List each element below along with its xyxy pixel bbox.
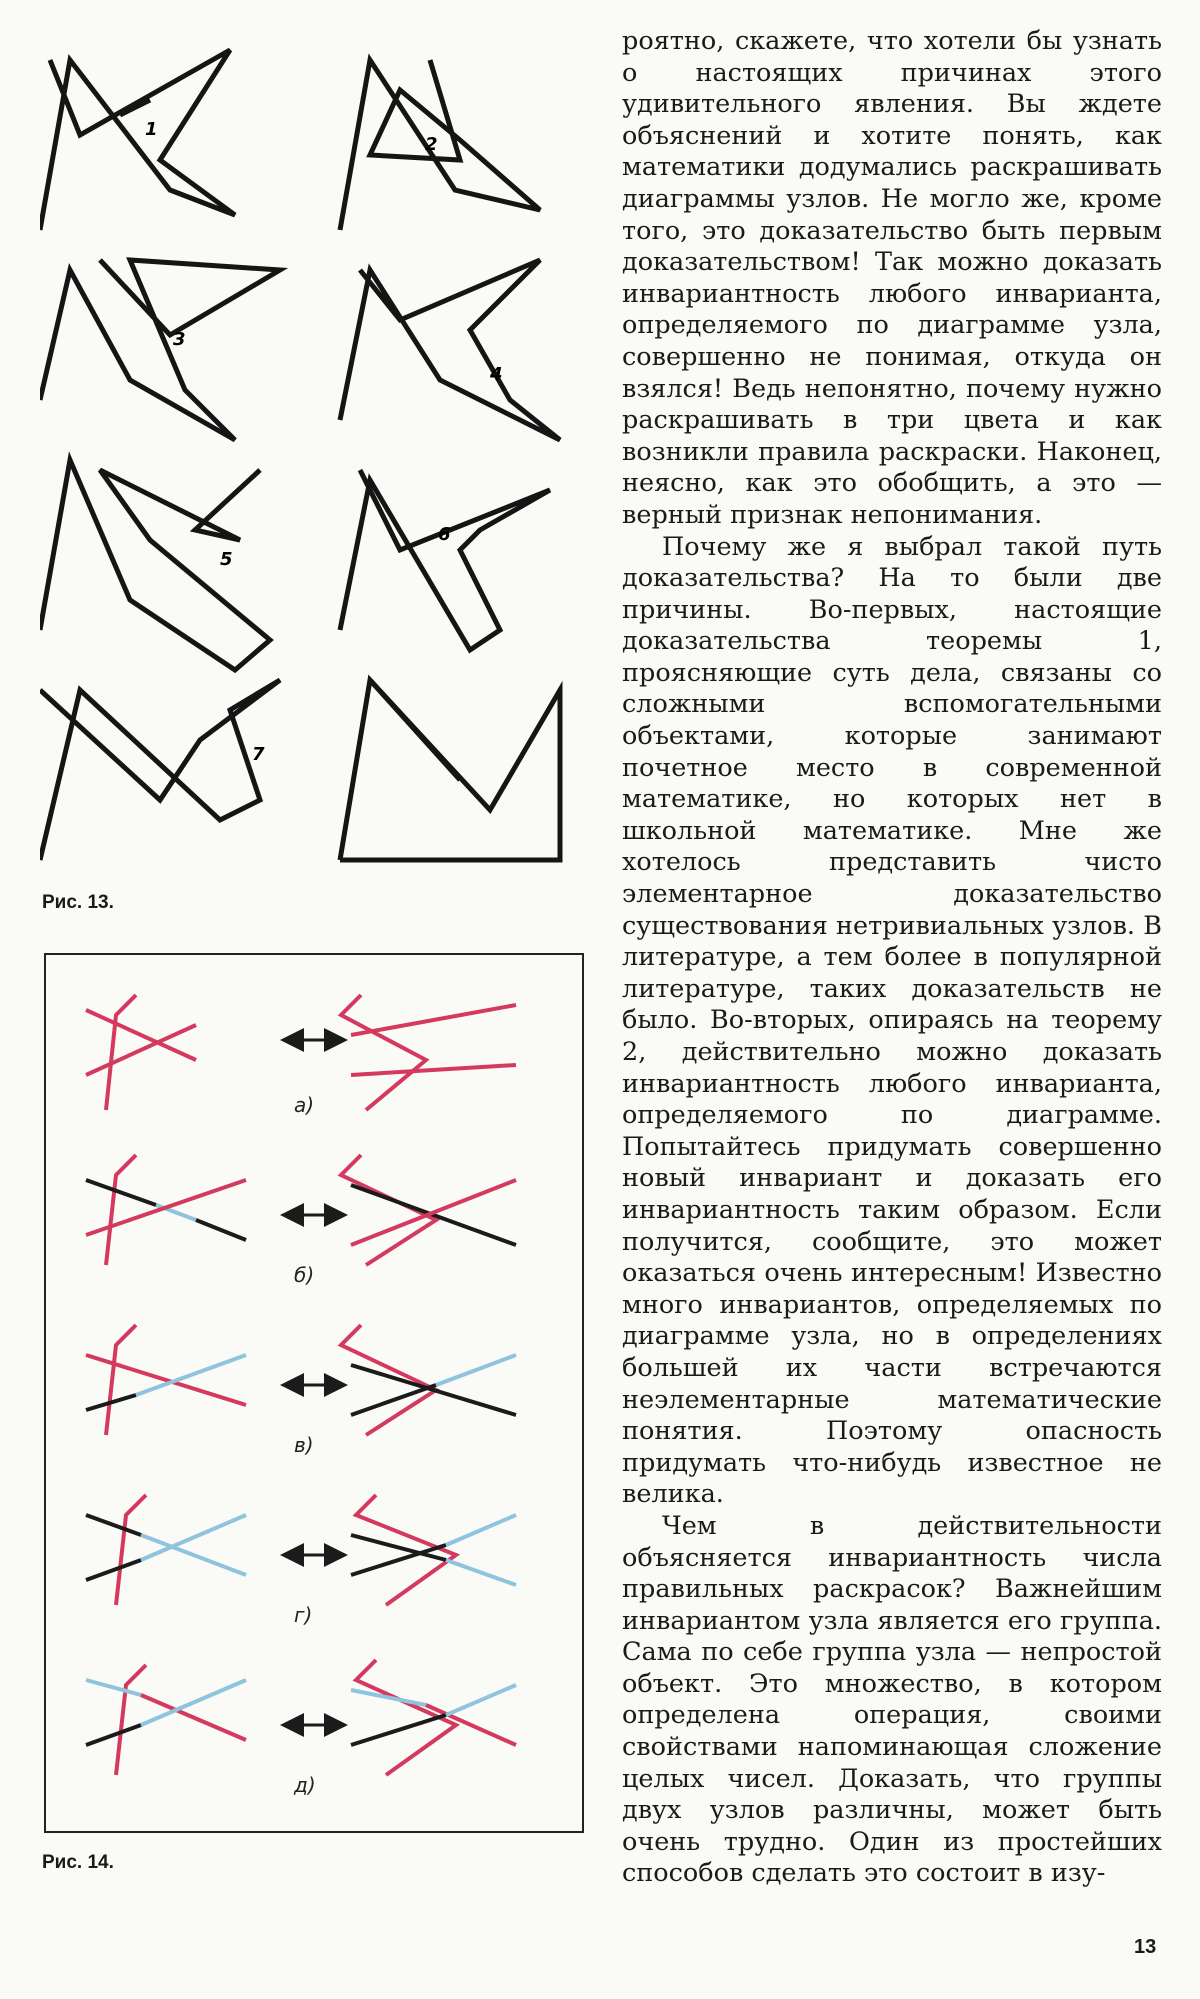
panel-label-c: в) (294, 1433, 314, 1457)
knot-step-1 (40, 50, 235, 230)
unknot-diagram (340, 680, 560, 860)
knot-step-5 (40, 460, 270, 670)
step-number-5: 5 (220, 549, 233, 570)
knot-step-3 (40, 260, 280, 440)
paragraph-2: Почему же я выбрал такой путь доказательства? На то были две причины. Во-первых, настоящие доказательства теоремы 1, проясняющие суть дела, связаны со сложными вспомогательными объектами, которые занимают почетное место в современной математике, но которых нет в школьной математике. Мне же хотелось представить чисто элементарное доказательство существования нетривиальных узлов. В литературе, а тем более в популярной литературе, таких доказательств не было. Во-вторых, опираясь на теорему 2, действительно можно доказать инвариантность любого инварианта, определяемого по диаграмме. Попытайтесь придумать совершенно новый инвариант и доказать его инвариантность таким образом. Если получится, сообщите, это может оказаться очень интересным! Известно много инвариантов, определяемых по диаграмме узла, но в определениях большей их части встречаются неэлементарные математические понятия. Поэтому опасность придумать что-нибудь известное не велика. (622, 531, 1162, 1510)
figure-14-frame (44, 953, 584, 1833)
panel-b-right (341, 1155, 516, 1265)
knot-step-7 (40, 680, 280, 860)
step-number-2: 2 (425, 134, 438, 155)
body-text (622, 26, 1162, 1890)
panel-a-right (341, 995, 516, 1110)
panel-e-right (351, 1660, 516, 1775)
step-number-4: 4 (490, 364, 503, 385)
panel-label-d: г) (294, 1603, 313, 1627)
panel-e-left (86, 1665, 246, 1775)
figure-13-knot-diagrams (40, 40, 600, 880)
panel-c-right (341, 1325, 516, 1435)
step-number-1: 1 (145, 119, 158, 140)
figure-14-caption: Рис. 14. (42, 1852, 114, 1873)
paragraph-3: Чем в действительности объясняется инвариантность числа правильных раскрасок? Важнейшим инвариантом узла является его группа. Сама по себе группа узла — непростой объект. Это множество, в котором определена операция, своими свойствами напоминающая сложение целых чисел. Доказать, что группы двух узлов различны, может быть очень трудно. Один из простейших способов сделать это состоит в изу- (622, 1510, 1162, 1889)
step-number-7: 7 (252, 744, 265, 765)
knot-step-4 (340, 260, 560, 440)
panel-a-left (86, 995, 196, 1110)
knot-step-2 (340, 60, 540, 230)
panel-label-a: а) (294, 1093, 315, 1117)
step-number-3: 3 (173, 329, 186, 350)
figure-13-caption: Рис. 13. (42, 892, 114, 913)
panel-b-left (86, 1155, 246, 1265)
step-number-6: 6 (438, 524, 451, 545)
panel-d-left (86, 1495, 246, 1605)
knot-step-6 (340, 470, 550, 650)
panel-label-b: б) (294, 1263, 315, 1287)
figure-14-reidemeister-moves (46, 955, 582, 1831)
panel-label-e: д) (294, 1773, 316, 1797)
paragraph-1: роятно, скажете, что хотели бы узнать о настоящих причинах этого удивительного явления. Вы ждете объяснений и хотите понять, как математики додумались раскрашивать диаграммы узлов. Не могло же, кроме того, это доказательство быть первым доказательством! Так можно доказать инвариантность любого инварианта, определяемого по диаграмме узла, совершенно не понимая, откуда он взялся! Ведь непонятно, почему нужно раскрашивать в три цвета и как возникли правила раскраски. Наконец, неясно, как это обобщить, а это — верный признак непонимания. (622, 26, 1162, 530)
panel-c-left (86, 1325, 246, 1435)
panel-d-right (351, 1495, 516, 1605)
page-number: 13 (1134, 1936, 1157, 1958)
